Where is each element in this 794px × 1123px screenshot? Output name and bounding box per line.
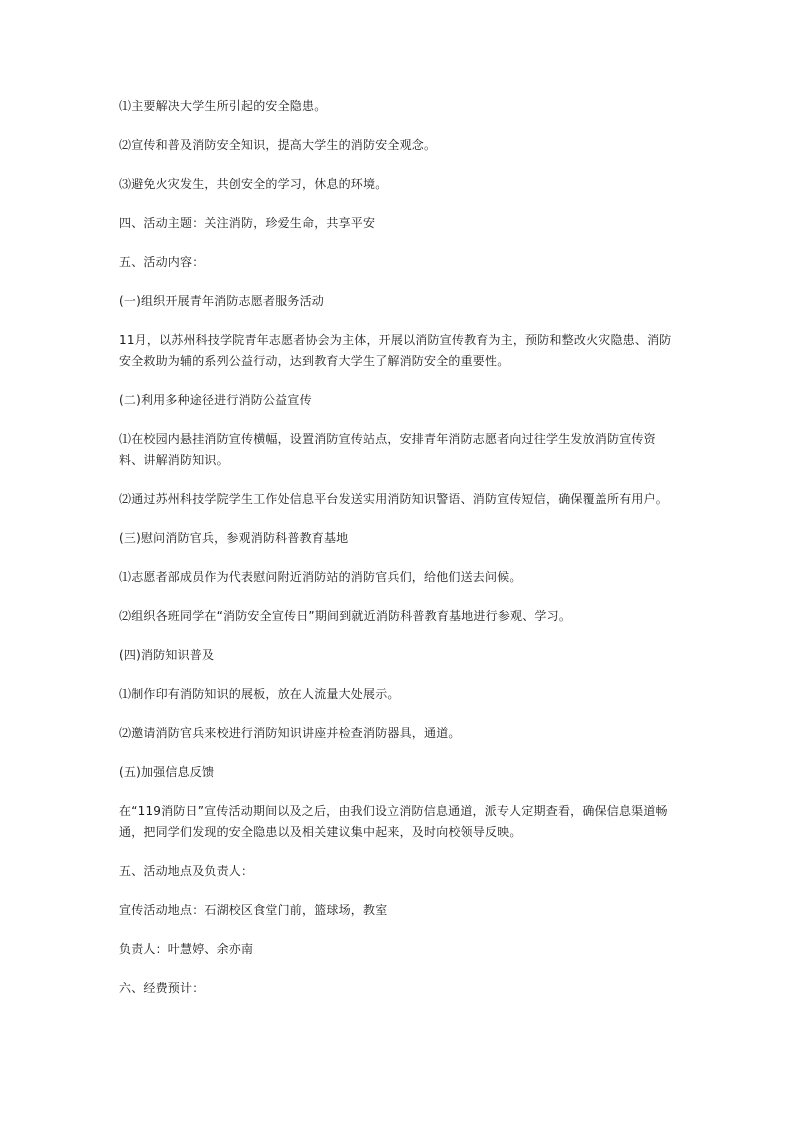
subheading-volunteer-activity: (一)组织开展青年消防志愿者服务活动 — [119, 294, 324, 308]
subheading-visit-firefighters: (三)慰问消防官兵，参观消防科普教育基地 — [119, 531, 349, 545]
paragraph-goal-2: ⑵宣传和普及消防安全知识，提高大学生的消防安全观念。 — [119, 138, 437, 152]
section-heading-theme: 四、活动主题：关注消防，珍爱生命，共享平安 — [119, 216, 376, 230]
paragraph-responsible: 负责人：叶慧婷、余亦南 — [119, 942, 254, 956]
paragraph-goal-1: ⑴主要解决大学生所引起的安全隐患。 — [119, 99, 327, 113]
paragraph-feedback-detail: 在“119消防日”宣传活动期间以及之后，由我们设立消防信息通道，派专人定期查看，确保信息渠道畅通，把同学们发现的安全隐患以及相关建议集中起来，及时向校领导反映。 — [119, 804, 668, 839]
document-body — [119, 96, 679, 1017]
subheading-knowledge: (四)消防知识普及 — [119, 648, 215, 662]
paragraph-goal-3: ⑶避免火灾发生，共创安全的学习，休息的环境。 — [119, 177, 388, 191]
paragraph-visit-1: ⑴志愿者部成员作为代表慰问附近消防站的消防官兵们，给他们送去问候。 — [119, 570, 522, 584]
paragraph-visit-2: ⑵组织各班同学在“消防安全宣传日”期间到就近消防科普教育基地进行参观、学习。 — [119, 609, 572, 623]
subheading-public-promotion: (二)利用多种途径进行消防公益宣传 — [119, 393, 312, 407]
paragraph-promotion-2: ⑵通过苏州科技学院学生工作处信息平台发送实用消防知识警语、消防宣传短信，确保覆盖所有用户。 — [119, 492, 669, 506]
subheading-feedback: (五)加强信息反馈 — [119, 765, 215, 779]
paragraph-promotion-1: ⑴在校园内悬挂消防宣传横幅，设置消防宣传站点，安排青年消防志愿者向过往学生发放消防宣传资料、讲解消防知识。 — [119, 432, 656, 467]
section-heading-budget: 六、经费预计： — [119, 981, 205, 995]
paragraph-knowledge-1: ⑴制作印有消防知识的展板，放在人流量大处展示。 — [119, 687, 400, 701]
paragraph-location: 宣传活动地点：石湖校区食堂门前，篮球场，教室 — [119, 903, 388, 917]
paragraph-knowledge-2: ⑵邀请消防官兵来校进行消防知识讲座并检查消防器具，通道。 — [119, 726, 461, 740]
section-heading-location: 五、活动地点及负责人： — [119, 864, 254, 878]
paragraph-volunteer-detail: 11月，以苏州科技学院青年志愿者协会为主体，开展以消防宣传教育为主，预防和整改火灾隐患、消防安全救助为辅的系列公益行动，达到教育大学生了解消防安全的重要性。 — [119, 333, 672, 368]
section-heading-content: 五、活动内容： — [119, 255, 205, 269]
